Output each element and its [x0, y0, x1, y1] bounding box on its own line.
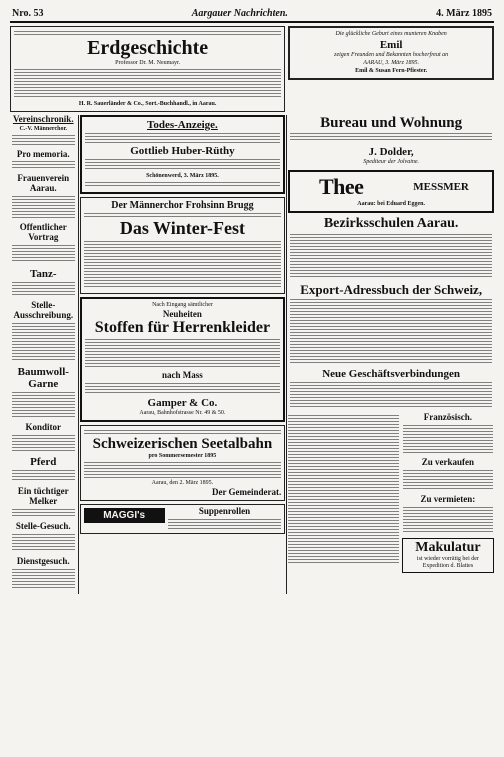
ad-frauenverein [10, 174, 77, 220]
makulatur-line: ist wieder vorrätig bei der Expedition d. Blattes [416, 556, 479, 569]
ad-stelle-gesuch [10, 522, 77, 554]
ad-todes [80, 115, 286, 194]
ad-title: Erdgeschichte [87, 37, 209, 59]
right-bottom-row [288, 413, 494, 576]
issue-number: Nro. 53 [12, 8, 44, 19]
ad-small-print [12, 161, 75, 169]
ad-title: Der Männerchor Frohsinn Brugg [111, 199, 254, 211]
ad-geschaeft [288, 368, 494, 410]
ad-melker [10, 487, 77, 519]
ad-title: Schweizerischen Seetalbahn [92, 435, 273, 452]
ad-small-print [290, 382, 492, 408]
ad-small-print [12, 282, 75, 296]
ad-title: Zu vermieten: [420, 494, 476, 504]
ad-title: Dienstgesuch. [16, 556, 70, 566]
ad-small-print [403, 425, 493, 453]
ad-baumwoll [10, 366, 77, 420]
ad-small-print [12, 534, 75, 552]
ad-thee-messmer [288, 170, 494, 213]
herren-line1: Nach Eingang sämtlicher [152, 301, 213, 308]
ad-title: Französisch. [423, 412, 473, 422]
ad-birth-notice [288, 26, 494, 80]
column-1 [10, 115, 77, 594]
column-rule [78, 115, 79, 594]
ad-maggi [80, 504, 286, 534]
page-columns [10, 26, 494, 594]
ad-small-print [12, 509, 75, 517]
ad-herrenkleider [80, 297, 286, 422]
verein-line: C.-V. Männerchor. [19, 125, 68, 132]
herren-sub: nach Mass [162, 370, 203, 381]
birth-place: AARAU, 3. März 1895. [363, 59, 419, 66]
ad-maennerchor [80, 197, 286, 294]
ad-title: Export-Adressbuch der Schweiz, [300, 282, 483, 297]
right-bottom-right [402, 413, 494, 576]
ad-small-print [85, 133, 281, 143]
ad-stelle [10, 301, 77, 363]
thee-logo [293, 174, 389, 200]
ad-small-print [290, 133, 492, 141]
ad-title: Bezirksschulen Aarau. [323, 216, 459, 232]
ad-small-print [14, 69, 281, 99]
ad-title: Neue Geschäftsverbindungen [322, 367, 461, 380]
deceased-name: Gottlieb Huber-Rüthy [130, 144, 235, 157]
ad-seetalbahn [80, 425, 286, 501]
thee-brand [393, 181, 489, 193]
maggi-line: Suppenrollen [198, 506, 251, 517]
issue-date: 4. März 1895 [436, 8, 492, 19]
todes-date: Schönenwerd, 3. März 1895. [146, 172, 219, 179]
column-rule [286, 115, 287, 594]
ad-small-print [288, 415, 399, 565]
seetal-period: pro Sommersemester 1895 [148, 453, 217, 460]
seetal-date: Aarau, den 2. März 1895. [151, 480, 214, 487]
ad-title: Pferd [30, 455, 57, 468]
ad-erdgeschichte [10, 26, 285, 112]
maggi-logo [84, 507, 165, 531]
ad-title: Vereinschronik. [12, 114, 74, 124]
ad-pro-memoria [10, 150, 77, 172]
birth-name: Emil [379, 38, 403, 51]
ad-title: Stelle-Ausschreibung. [13, 301, 74, 320]
ad-small-print [12, 323, 75, 361]
ad-dienst [10, 557, 77, 591]
ad-dolder [288, 146, 494, 167]
ad-export [288, 283, 494, 365]
ad-title: Konditor [25, 423, 62, 433]
dolder-sub: Spediteur der Jolvaine. [363, 159, 420, 166]
ad-small-print [12, 470, 75, 482]
seetal-footer: Der Gemeinderat. [211, 487, 282, 498]
ad-small-print [85, 159, 281, 171]
birth-line2: zeigen Freunden und Bekannten hocherfreut an [334, 51, 449, 58]
ad-title: Makulatur [415, 539, 481, 555]
ad-title: Todes-Anzeige. [147, 118, 218, 131]
ad-verkaufen [402, 458, 494, 492]
ad-title: Zu verkaufen [421, 457, 475, 467]
ad-publisher: H. R. Sauerländer & Co., Sort.-Buchhandl., in Aarau. [78, 100, 217, 107]
thee-wordmark: Thee [318, 174, 364, 200]
birth-line1: Die glückliche Geburt eines munteren Knaben [335, 31, 447, 37]
ad-title: Baumwoll-Garne [17, 365, 69, 390]
ad-title: Öffentlicher Vortrag [19, 223, 67, 243]
ad-small-print [14, 31, 281, 35]
ad-small-print [168, 519, 282, 529]
ad-bezirksschulen [288, 216, 494, 279]
ad-small-print [403, 507, 493, 533]
ad-small-print [12, 135, 75, 145]
ad-small-print [12, 569, 75, 589]
ad-author: Professor Dr. M. Neumayr. [115, 60, 181, 66]
ad-title: Tanz- [30, 268, 57, 281]
ad-franz [402, 413, 494, 455]
masthead [10, 8, 494, 23]
ad-tanz [10, 268, 77, 298]
birth-signature: Emil & Susan Fern-Pfiester. [355, 67, 428, 74]
ad-small-print [12, 245, 75, 263]
ad-bureau [288, 115, 494, 144]
ad-small-print [290, 299, 492, 363]
ad-vereinschronik [10, 115, 77, 147]
herren-line2: Neuheiten [162, 308, 202, 319]
ad-small-print [12, 392, 75, 418]
herren-city: Aarau, Bahnhofstrasse Nr. 49 & 50. [139, 410, 226, 417]
thee-brand-name: MESSMER [413, 181, 469, 194]
ad-title: Stoffen für Herrenkleider [94, 319, 271, 337]
ad-small-print [84, 241, 282, 289]
ad-small-print [84, 213, 282, 217]
ad-vermieten [402, 495, 494, 535]
ad-small-print [12, 435, 75, 451]
column-center [80, 115, 286, 594]
ad-pferd [10, 456, 77, 484]
column-right [288, 115, 494, 594]
thee-logo-row [293, 174, 489, 200]
ad-konditor [10, 423, 77, 453]
ad-small-print [84, 430, 282, 434]
ad-small-print [85, 182, 281, 188]
maggi-text [168, 507, 282, 531]
ad-small-print [84, 462, 282, 478]
ad-small-print [12, 196, 75, 218]
herren-firm: Gamper & Co. [147, 396, 218, 409]
thee-shop: Aarau: bei Eduard Eggen. [357, 201, 425, 208]
ad-small-print [85, 339, 281, 369]
ad-title: Frauenverein Aarau. [17, 174, 70, 194]
ad-small-print [290, 234, 492, 278]
ad-title: Pro memoria. [16, 149, 70, 159]
dolder-name: J. Dolder, [368, 146, 414, 159]
ad-small-print [85, 383, 281, 395]
right-bottom-left [288, 413, 399, 576]
maggi-wordmark: MAGGI's [84, 508, 165, 523]
ad-makulatur [402, 538, 494, 573]
ad-title: Ein tüchtiger Melker [17, 487, 69, 506]
ad-title: Bureau und Wohnung [320, 114, 463, 131]
event-title: Das Winter-Fest [119, 217, 245, 238]
ad-title: Stelle-Gesuch. [15, 521, 71, 531]
ad-small-print [403, 470, 493, 490]
ad-vortrag [10, 223, 77, 265]
newspaper-name: Aargauer Nachrichten. [191, 8, 288, 19]
